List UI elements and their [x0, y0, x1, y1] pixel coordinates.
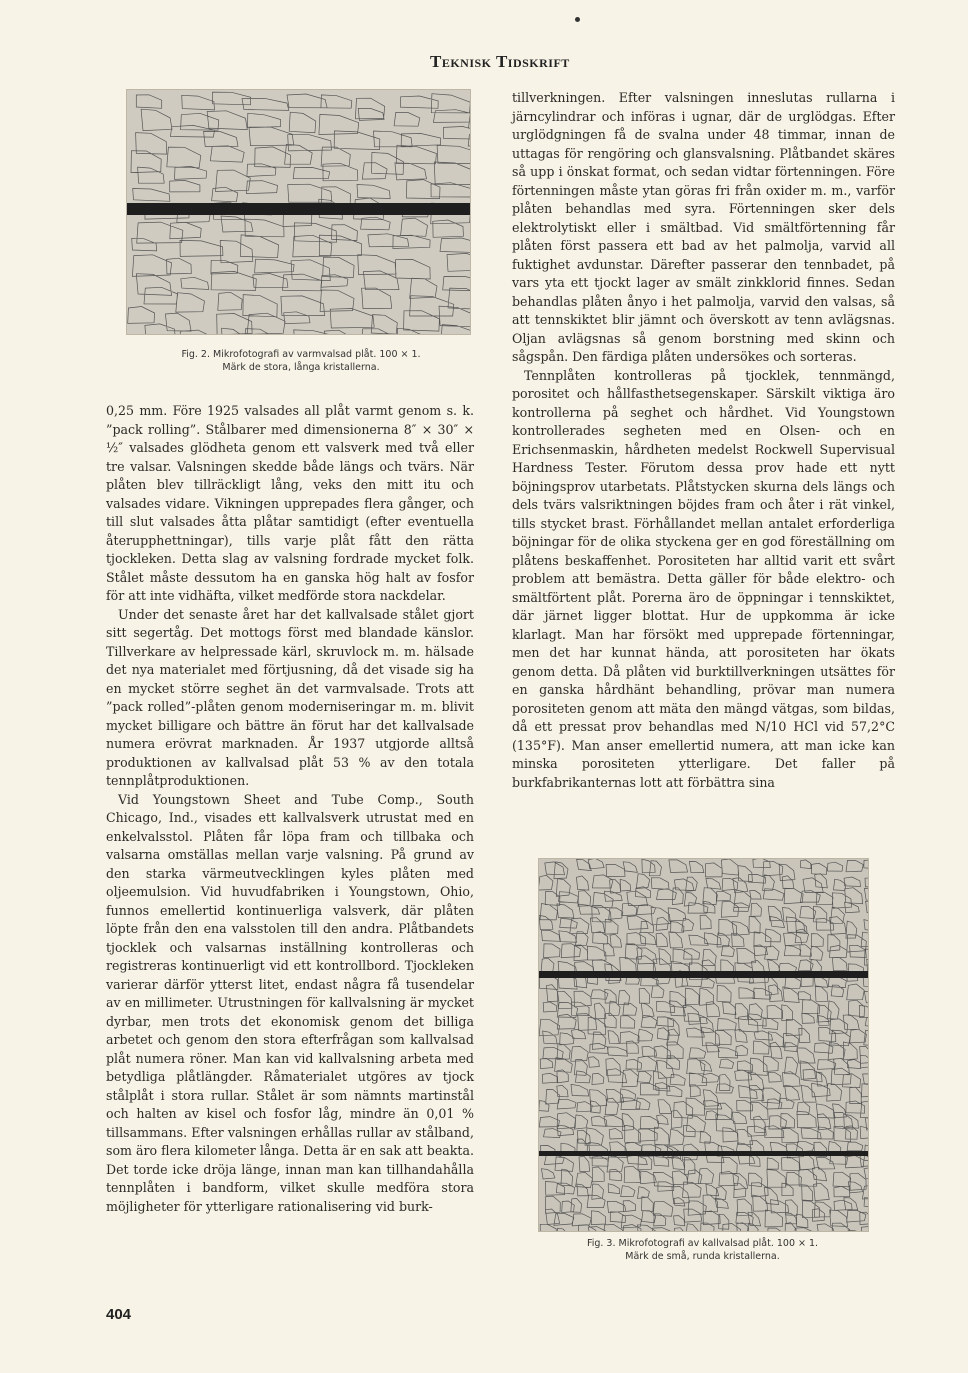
left-paragraph: Under det senaste året har det kallvalsade stålet gjort sitt segertåg. Det mottogs först med blandade känslor. Tillverkare av helpressade kärl, skruvlock m. m. hälsade det nya materialet med förtjusning, då det visade sig ha en mycket större seghet än det varmvalsade. Trots att ”pack rolled”-plåten genom moderniseringar m. m. blivit mycket billigare och bättre än förut har det kallvalsade numera erövrat marknaden. År 1937 utgjorde alltså produktionen av kallvalsad plåt 53 % av den totala tennplåtproduktionen. — [106, 606, 474, 788]
page-number: 404 — [106, 1306, 132, 1323]
figure-2-micrograph — [126, 89, 471, 335]
page-dot — [575, 17, 580, 22]
figure-2-caption — [126, 348, 476, 374]
left-paragraph: Vid Youngstown Sheet and Tube Comp., South Chicago, Ind., visades ett kallvalsverk utrustat med en enkelvalsstol. Plåten får löpa fram och tillbaka och valsarna omställas mellan varje valsning. På grund av den starka värmeutvecklingen kyles plåten med oljeemulsion. Vid huvudfabriken i Youngstown, Ohio, funnos emellertid kontinuerliga valsverk, där plåten löpte från den ena valsstolen till den andra. Plåtbandets tjocklek och valsarnas inställning kontrolleras och registreras kontinuerligt vid ett kontrollbord. Tjockleken varierar därför ytterst litet, endast några få tusendelar av en millimeter. Utrustningen för kallvalsning är mycket dyrbar, men trots det ekonomisk genom det billiga arbetet och genom den stora efterfrågan som kallvalsad plåt numera röner. Man kan vid kallvalsning arbeta med betydliga plåtlängder. Råmaterialet utgöres av tjock stålplåt i stora rullar. Stålet är som nämnts martinstål och halten av kisel och fosfor låg, mindre än 0,01 % tillsammans. Efter valsningen erhållas rullar av stålband, som äro flera kilometer långa. Detta är en sak att beakta. Det torde icke dröja länge, innan man kan tillhandahålla tennplåten i bandform, vilket skulle medföra stora möjligheter för ytterligare rationalisering vid burk- — [106, 791, 474, 1214]
right-paragraph: Tennplåten kontrolleras på tjocklek, tennmängd, porositet och hållfasthetsegenskaper. Särskilt viktiga äro kontrollerna på seghet och hårdhet. Vid Youngstown kontrollerades segheten med en Olsen- och en Erichsenmaskin, hårdheten medelst Rockwell Supervisual Hardness Tester. Förutom dessa prov hade ett nytt böjningsprov utarbetats. Plåtstycken skurna dels längs och dels tvärs valsriktningen böjdes fram och åter i rät vinkel, tills stycket brast. Förhållandet mellan antalet erforderliga böjningar för de olika styckena ger en god föreställning om plåtens beskaffenhet. Porositeten har alltid varit ett svårt problem att bemästra. Detta gäller för både elektro- och smältförtent plåt. Porerna äro de öppningar i tennskiktet, där järnet ligger blottat. Hur de uppkomma är icke klarlagt. Man har försökt med upprepade förtenningar, men det har kunnat hända, att porositeten har ökats genom detta. Då plåten vid burktillverkningen utsättes för en ganska hårdhänt behandling, prövar man numera porositeten genom att mäta den mängd vätgas, som bildas, då ett pressat prov behandlas med N/10 HCl vid 57,2°C (135°F). Man anser emellertid numera, att man icke kan minska porositeten ytterligare. Det faller på burkfabrikanternas lott att förbättra sina — [512, 367, 895, 790]
figure-3-caption-line1: Fig. 3. Mikrofotografi av kallvalsad plåt. 100 × 1. — [586, 1238, 819, 1249]
figure-2-caption-line2: Märk de stora, långa kristallerna. — [222, 362, 380, 373]
figure-2-caption-line1: Fig. 2. Mikrofotografi av varmvalsad plåt. 100 × 1. — [181, 349, 421, 360]
left-paragraph: 0,25 mm. Före 1925 valsades all plåt varmt genom s. k. ”pack rolling”. Stålbarer med dimensionerna 8″ × 30″ × ½″ valsades glödheta genom ett valsverk med två eller tre valsar. Valsningen skedde både längs och tvärs. När plåten blev tillräckligt lång, veks den mitt itu och valsades vidare. Vikningen upprepades flera gånger, och till slut valsades åtta plåtar samtidigt (efter eventuella återupphettningar), tills varje plåt fått den rätta tjockleken. Detta slag av valsning fordrade mycket folk. Stålet måste dessutom ha en ganska hög halt av fosfor för att inte vidhäfta, vilket medförde stora nackdelar. — [106, 403, 474, 603]
figure-3-caption-line2: Märk de små, runda kristallerna. — [625, 1251, 780, 1262]
figure-3-caption — [530, 1237, 875, 1263]
right-paragraph: tillverkningen. Efter valsningen inneslutas rullarna i järncylindrar och införas i ugnar, där de urglödgas. Efter urglödgningen få de svalna under 48 timmar, innan de uttagas för rengöring och glansvalsning. Plåtbandet skäres så upp i önskat format, och sedan vidtar förtenningen. Före förtenningen måste ytan göras fri från oxider m. m., varför plåten behandlas med syra. Förtenningen sker dels elektrolytiskt eller i smältbad. Vid smältförtenning får plåten först passera ett bad av het palmolja, varvid all fuktighet avdunstar. Därefter passerar den tennbadet, på vars yta ett tjockt lager av smält zinkklorid finnes. Sedan behandlas plåten ånyo i het palmolja, varvid den valsas, så att tennskiktet blir jämnt och överskott av tenn avlägsnas. Oljan avlägsnas så genom borstning med skinn och sågspån. Den färdiga plåten undersökes och sorteras. — [512, 90, 895, 364]
journal-header: Teknisk Tidskrift — [430, 52, 570, 71]
micrograph-cold-rolled-image — [539, 859, 868, 1231]
figure-3-micrograph — [538, 858, 869, 1232]
right-column — [512, 89, 895, 792]
left-column — [106, 402, 474, 1216]
micrograph-hot-rolled-image — [127, 90, 470, 334]
